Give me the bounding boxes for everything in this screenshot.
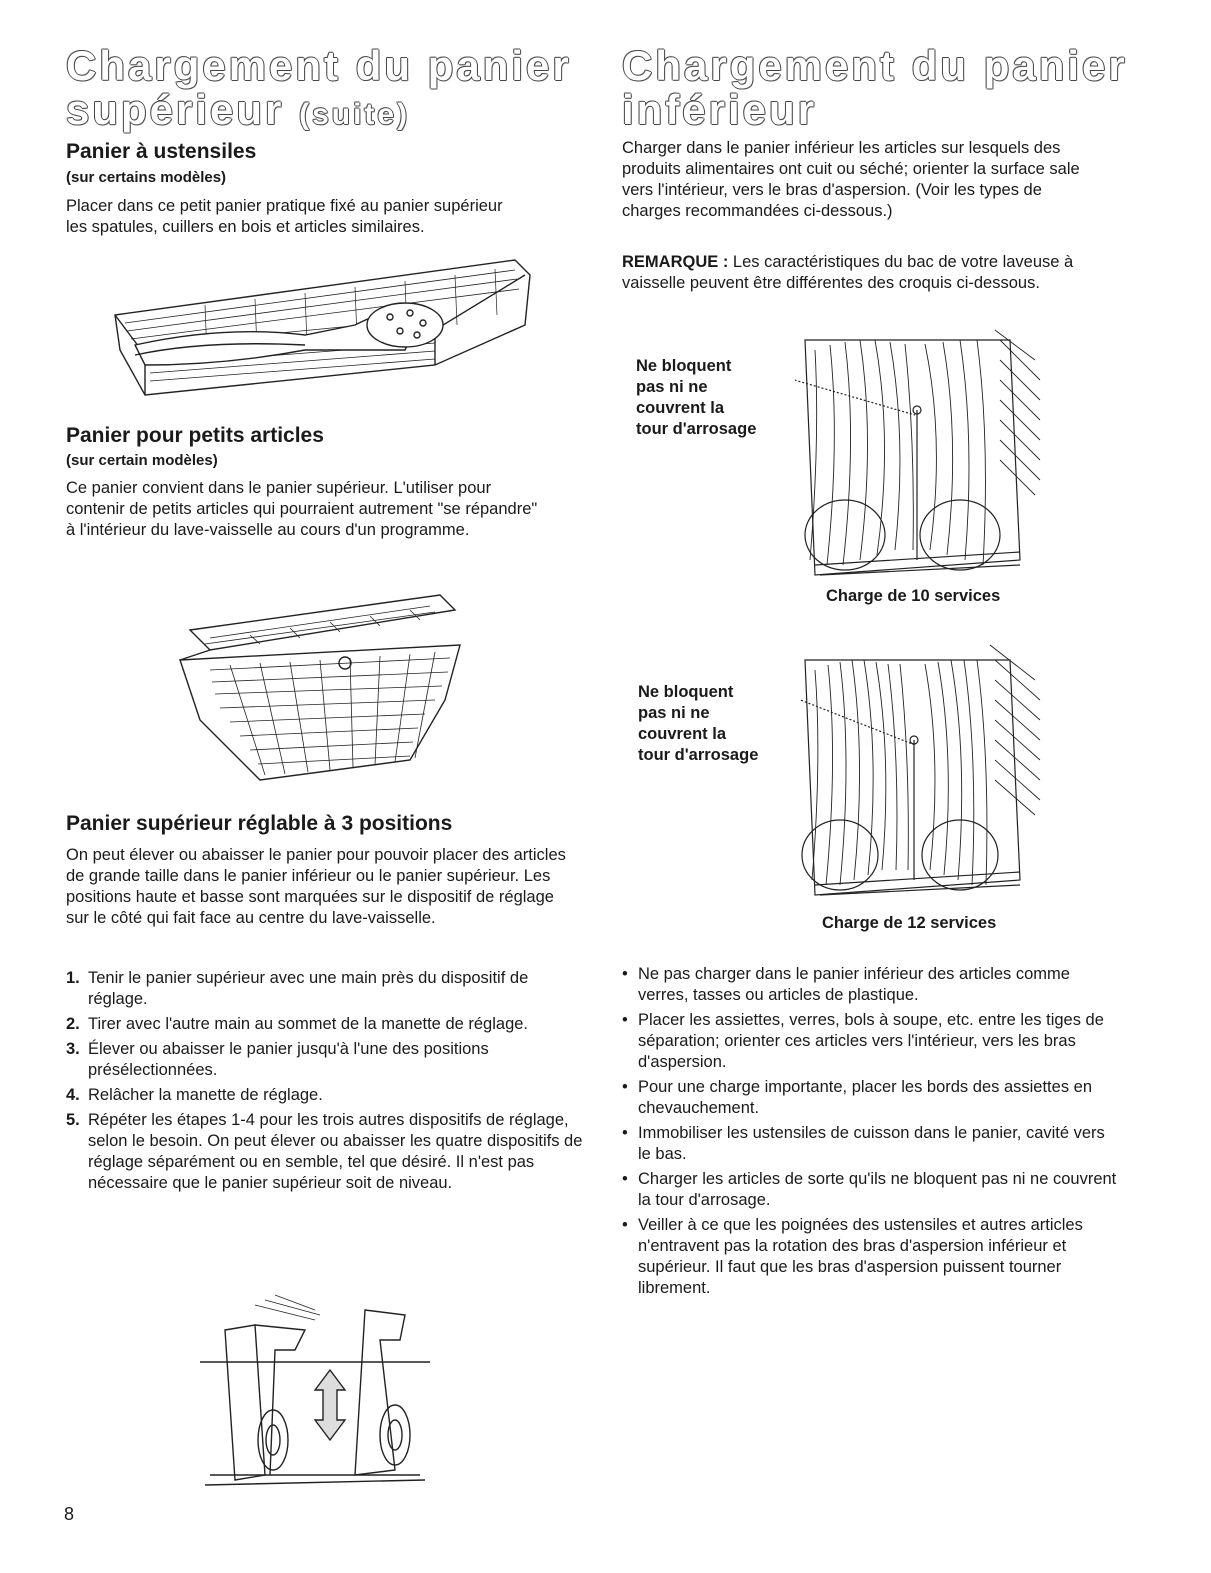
lower-rack-tips-list xyxy=(622,964,1117,1303)
step-item xyxy=(66,1039,591,1081)
caption-12-services: Charge de 12 services xyxy=(822,914,997,932)
tip-item: • Veiller à ce que les poignées des ustensiles et autres articles n'entravent pas la rotation des bras d'aspersion inférieur et supérieur. Il faut que les bras d'aspersion puissent tourner librement. xyxy=(622,1215,1117,1299)
small-items-body: Ce panier convient dans le panier supérieur. L'utiliser pour contenir de petits articles qui pourraient autrement "se répandre" à l'intérieur du lave-vaisselle au cours d'un programme. xyxy=(66,479,538,539)
utensil-basket-body: Placer dans ce petit panier pratique fixé au panier supérieur les spatules, cuillers en bois et articles similaires. xyxy=(66,197,503,236)
step-number: 4. xyxy=(66,1086,80,1104)
step-number: 5. xyxy=(66,1111,80,1129)
step-text: Élever ou abaisser le panier jusqu'à l'une des positions présélectionnées. xyxy=(88,1040,489,1079)
tip-item: • Pour une charge importante, placer les bords des assiettes en chevauchement. xyxy=(622,1077,1117,1119)
callout-line: Ne bloquent xyxy=(638,683,734,701)
callout-line: couvrent la xyxy=(636,399,725,417)
adjustable-rack-body: On peut élever ou abaisser le panier pour pouvoir placer des articles de grande taille dans le panier inférieur ou le panier supérieur. Les positions haute et basse sont marquées sur le dispositif de réglage sur le côté qui fait face au centre du lave-vaisselle. xyxy=(66,846,566,927)
left-title-line1: Chargement du panier xyxy=(66,42,572,89)
left-title-suffix: (suite) xyxy=(299,98,411,131)
step-number: 2. xyxy=(66,1015,80,1033)
step-text: Relâcher la manette de réglage. xyxy=(88,1086,323,1104)
utensil-basket-illustration xyxy=(105,255,540,415)
tip-item: • Immobiliser les ustensiles de cuisson dans le panier, cavité vers le bas. xyxy=(622,1123,1117,1165)
lower-rack-10-services-illustration xyxy=(795,320,1050,585)
tip-item: • Placer les assiettes, verres, bols à soupe, etc. entre les tiges de séparation; orienter ces articles vers l'intérieur, vers les bras d'aspersion. xyxy=(622,1010,1117,1073)
tip-item: • Ne pas charger dans le panier inférieur des articles comme verres, tasses ou articles de plastique. xyxy=(622,964,1117,1006)
note-label: REMARQUE : xyxy=(622,253,729,271)
lower-rack-intro: Charger dans le panier inférieur les articles sur lesquels des produits alimentaires ont cuit ou séché; orienter la surface sale vers l'intérieur, vers le bras d'aspersion. (Voir les types de charges recommandées ci-dessous.) xyxy=(622,139,1080,220)
right-page-title xyxy=(622,44,1128,132)
adjustable-rack-heading: Panier supérieur réglable à 3 positions xyxy=(66,812,453,835)
utensil-basket-subheading: (sur certains modèles) xyxy=(66,169,227,186)
callout-line: tour d'arrosage xyxy=(638,746,759,764)
right-title-line1: Chargement du panier xyxy=(622,42,1128,89)
step-number: 1. xyxy=(66,969,80,987)
callout-line: couvrent la xyxy=(638,725,727,743)
adjustable-steps-list xyxy=(66,968,591,1198)
step-number: 3. xyxy=(66,1040,80,1058)
left-title-line2-wrap xyxy=(66,88,572,137)
right-title-line2: inférieur xyxy=(622,86,818,133)
step-item xyxy=(66,1085,591,1106)
tip-item: • Charger les articles de sorte qu'ils ne bloquent pas ni ne couvrent la tour d'arrosage. xyxy=(622,1169,1117,1211)
callout-line: pas ni ne xyxy=(638,704,710,722)
step-item xyxy=(66,1110,591,1194)
step-text: Répéter les étapes 1-4 pour les trois autres dispositifs de réglage, selon le besoin. On peut élever ou abaisser les quatre dispositifs de réglage séparément ou en semble, tel que désiré. Il n'est pas nécessaire que le panier supérieur soit de niveau. xyxy=(88,1111,583,1192)
step-item xyxy=(66,1014,591,1035)
rack-adjuster-illustration xyxy=(195,1290,435,1490)
utensil-basket-heading: Panier à ustensiles xyxy=(66,140,257,163)
step-item xyxy=(66,968,591,1010)
callout-line: Ne bloquent xyxy=(636,357,732,375)
step-text: Tenir le panier supérieur avec une main près du dispositif de réglage. xyxy=(88,969,529,1008)
small-items-basket-illustration xyxy=(170,590,470,790)
small-items-subheading: (sur certain modèles) xyxy=(66,452,218,469)
left-title-line2: supérieur xyxy=(66,86,285,133)
callout-line: tour d'arrosage xyxy=(636,420,757,438)
callout-12-services xyxy=(638,682,758,766)
callout-10-services xyxy=(636,356,756,440)
lower-rack-12-services-illustration xyxy=(800,640,1050,905)
callout-line: pas ni ne xyxy=(636,378,708,396)
step-text: Tirer avec l'autre main au sommet de la manette de réglage. xyxy=(88,1015,529,1033)
page-number: 8 xyxy=(64,1504,75,1524)
left-page-title xyxy=(66,44,572,137)
caption-10-services: Charge de 10 services xyxy=(826,587,1001,605)
note-text: Les caractéristiques du bac de votre laveuse à vaisselle peuvent être différentes des croquis ci-dessous. xyxy=(622,253,1074,292)
lower-rack-note xyxy=(622,252,1107,294)
small-items-heading: Panier pour petits articles xyxy=(66,424,324,447)
